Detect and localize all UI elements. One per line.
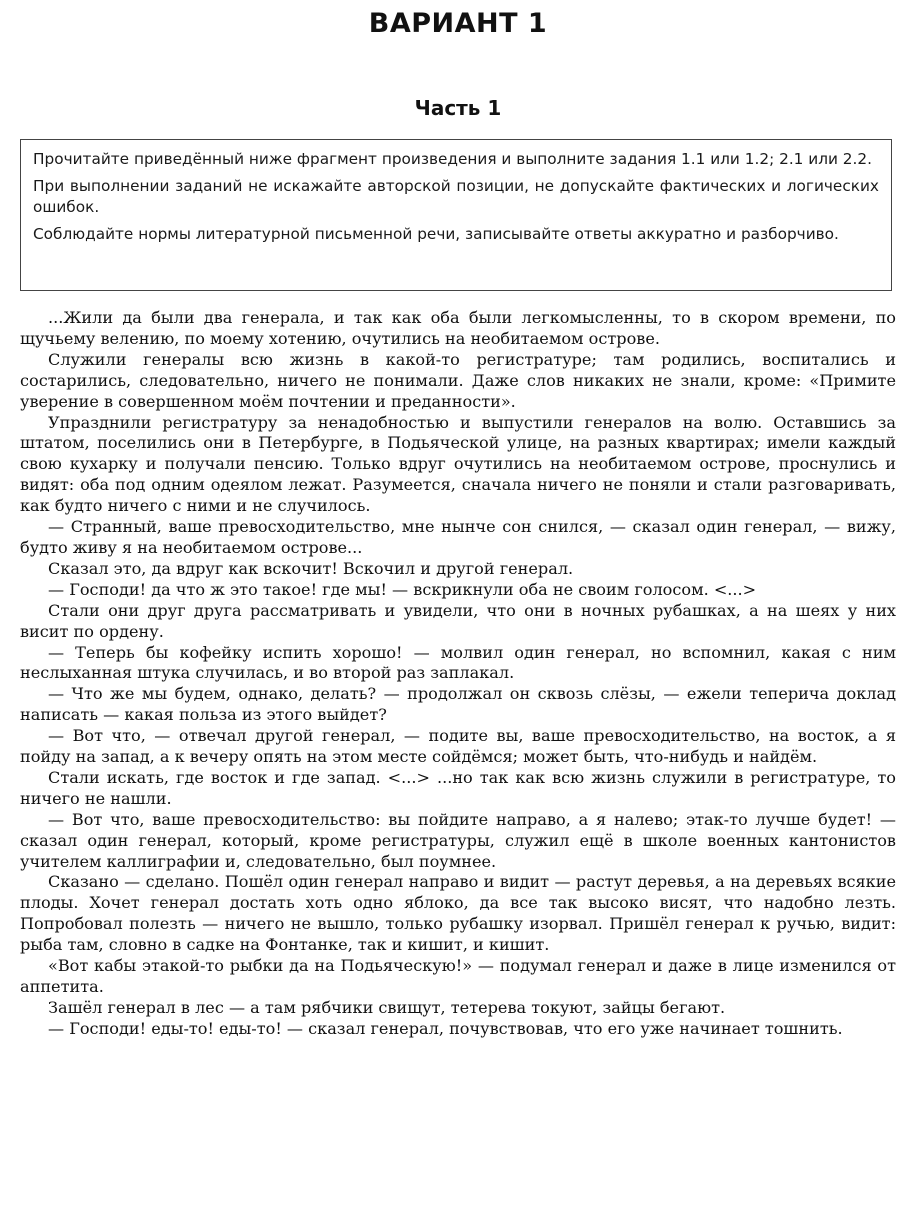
text-paragraph: — Вот что, ваше превосходительство: вы пойдите направо, а я налево; этак-то лучше будет! — сказал один генерал, который, кроме регистратуры, служил ещё в школе военных кантонистов учителем каллиграфии и, следовательно, был поумнее.	[20, 809, 896, 871]
text-paragraph: Сказал это, да вдруг как вскочит! Вскочил и другой генерал.	[48, 558, 574, 578]
text-paragraph: — Теперь бы кофейку испить хорошо! — молвил один генерал, но вспомнил, какая с ним неслыханная штука случилась, и во второй раз заплакал.	[20, 642, 896, 683]
text-paragraph: — Господи! еды-то! еды-то! — сказал генерал, почувствовав, что его уже начинает тошнить.	[48, 1018, 843, 1038]
instructions-box	[20, 139, 892, 291]
text-paragraph: Служили генералы всю жизнь в какой-то регистратуре; там родились, воспитались и состарились, следовательно, ничего не понимали. Даже слов никаких не знали, кроме: «Примите уверение в совершенном моём почтении и преданности».	[20, 349, 896, 411]
instruction-author-position: При выполнении заданий не искажайте авторской позиции, не допускайте фактических и логических ошибок.	[33, 177, 879, 216]
text-paragraph: Упразднили регистратуру за ненадобностью и выпустили генералов на волю. Оставшись за штатом, поселились они в Петербурге, в Подьяческой улице, на разных квартирах; имели каждый свою кухарку и получали пенсию. Только вдруг очутились на необитаемом острове, проснулись и видят: оба под одним одеялом лежат. Разумеется, сначала ничего не поняли и стали разговаривать, как будто ничего с ними и не случилось.	[20, 412, 896, 516]
variant-title: ВАРИАНТ 1	[368, 8, 548, 39]
text-paragraph: «Вот кабы этакой-то рыбки да на Подьяческую!» — подумал генерал и даже в лице изменился от аппетита.	[20, 956, 896, 996]
text-paragraph: Сказано — сделано. Пошёл один генерал направо и видит — растут деревья, а на деревьях всякие плоды. Хочет генерал достать хоть одно яблоко, да все так высоко висят, что надобно лезть. Попробовал полезть — ничего не вышло, только рубашку изорвал. Пришёл генерал к ручью, видит: рыба там, словно в садке на Фонтанке, так и кишит, и кишит.	[20, 872, 896, 955]
text-paragraph: — Вот что, — отвечал другой генерал, — подите вы, ваше превосходительство, на восток, а я пойду на запад, а к вечеру опять на этом месте сойдёмся; может быть, что-нибудь и найдём.	[20, 726, 896, 767]
text-paragraph: — Странный, ваше превосходительство, мне нынче сон снился, — сказал один генерал, — вижу, будто живу я на необитаемом острове...	[20, 517, 896, 557]
instruction-read-fragment: Прочитайте приведённый ниже фрагмент произведения и выполните задания 1.1 или 1.2; 2.1 или 2.2.	[33, 150, 872, 168]
instruction-writing-norms: Соблюдайте нормы литературной письменной речи, записывайте ответы аккуратно и разборчиво.	[33, 225, 839, 243]
text-paragraph: Стали искать, где восток и где запад. <...> ...но так как всю жизнь служили в регистратуре, то ничего не нашли.	[20, 767, 896, 808]
literary-fragment	[20, 308, 896, 1040]
text-paragraph: ...Жили да были два генерала, и так как оба были легкомысленны, то в скором времени, по щучьему велению, по моему хотению, очутились на необитаемом острове.	[20, 308, 896, 348]
text-paragraph: — Что же мы будем, однако, делать? — продолжал он сквозь слёзы, — ежели теперича доклад написать — какая польза из этого выйдет?	[20, 684, 896, 725]
text-paragraph: Зашёл генерал в лес — а там рябчики свищут, тетерева токуют, зайцы бегают.	[48, 997, 726, 1017]
part-title: Часть 1	[414, 96, 502, 120]
text-paragraph: Стали они друг друга рассматривать и увидели, что они в ночных рубашках, а на шеях у них висит по ордену.	[20, 600, 896, 641]
text-paragraph: — Господи! да что ж это такое! где мы! — вскрикнули оба не своим голосом. <...>	[48, 579, 757, 599]
